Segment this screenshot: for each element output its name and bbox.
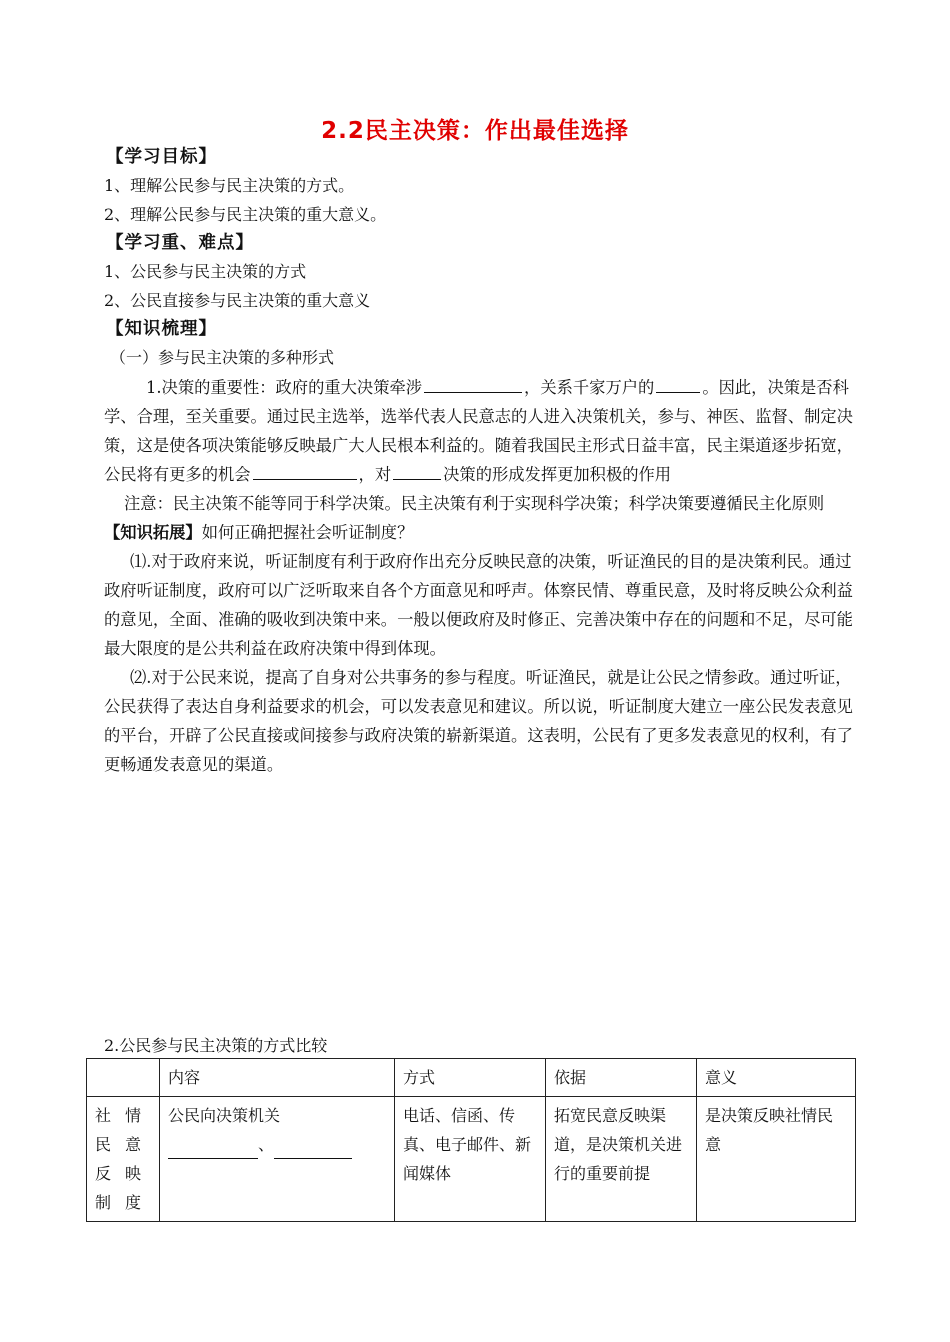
- content-text: 公民向决策机关: [168, 1106, 281, 1125]
- importance-text-e: 决策的形成发挥更加积极的作用: [443, 464, 672, 484]
- row-label-cell: [87, 1097, 160, 1222]
- row-label-line: 反 映: [95, 1164, 141, 1183]
- main-content: [104, 143, 860, 779]
- method-cell: 电话、信函、传真、电子邮件、新闻媒体: [395, 1097, 546, 1222]
- note-paragraph: 注意：民主决策不能等同于科学决策。民主决策有利于实现科学决策；科学决策要遵循民主化原则: [124, 493, 825, 513]
- comparison-table: [86, 1058, 856, 1222]
- knowledge-subheading: （一）参与民主决策的多种形式: [110, 348, 335, 367]
- importance-text-c: 。因此，决策是否科学、合理，至关重要。通过民主选举，选举代表人民意志的人进入决策机关，参与、神医、监督、制定决策，这是使各项决策能够反映最广大人民根本利益的。随着我国民主形式日益丰富，民主渠道逐步拓宽，公民将有更多的机会: [104, 377, 853, 484]
- table-fill-blank-2[interactable]: [274, 1140, 352, 1159]
- meaning-cell: 是决策反映社情民意: [697, 1097, 856, 1222]
- extension-paragraph: [104, 518, 860, 547]
- table-caption: 2.公民参与民主决策的方式比较: [104, 1036, 328, 1055]
- goal-item-1: 1、理解公民参与民主决策的方式。: [104, 176, 355, 195]
- keypoint-item-1: 1、公民参与民主决策的方式: [104, 262, 307, 281]
- table-header-row: [87, 1059, 856, 1097]
- content-blanks: [168, 1130, 386, 1159]
- fill-blank-4[interactable]: [393, 478, 441, 480]
- goal-item-2: 2、理解公民参与民主决策的重大意义。: [104, 204, 387, 224]
- header-cell-blank: [87, 1059, 160, 1097]
- goals-heading: 【学习目标】: [106, 147, 217, 167]
- header-cell-basis: 依据: [546, 1059, 697, 1097]
- header-cell-method: 方式: [395, 1059, 546, 1097]
- fill-blank-2[interactable]: [656, 391, 700, 393]
- importance-text-d: ，对: [358, 464, 392, 484]
- keypoints-heading: 【学习重、难点】: [106, 233, 254, 253]
- extension-question: 如何正确把握社会听证制度？: [201, 522, 414, 542]
- extension-label: 【知识拓展】: [104, 522, 202, 542]
- row-label-line: 制 度: [95, 1193, 141, 1212]
- keypoint-item-2: 2、公民直接参与民主决策的重大意义: [104, 290, 371, 310]
- extension-point-2: ⑵.对于公民来说，提高了自身对公共事务的参与程度。听证渔民，就是让公民之情参政。通过听证，公民获得了表达自身利益要求的机会，可以发表意见和建议。所以说，听证制度大建立一座公民发表意见的平台，开辟了公民直接或间接参与政府决策的崭新渠道。这表明，公民有了更多发表意见的权利，有了更畅通发表意见的渠道。: [104, 667, 853, 774]
- header-cell-meaning: 意义: [697, 1059, 856, 1097]
- table-fill-blank-1[interactable]: [168, 1140, 258, 1159]
- table-row: [87, 1097, 856, 1222]
- importance-paragraph: [104, 373, 860, 489]
- importance-text-b: ，关系千家万户的: [524, 377, 655, 397]
- fill-blank-1[interactable]: [424, 391, 522, 393]
- content-cell: [160, 1097, 395, 1222]
- content-separator: 、: [258, 1135, 275, 1154]
- basis-cell: 拓宽民意反映渠道，是决策机关进行的重要前提: [546, 1097, 697, 1222]
- fill-blank-3[interactable]: [253, 478, 357, 480]
- extension-point-1: ⑴.对于政府来说，听证制度有利于政府作出充分反映民意的决策，听证渔民的目的是决策利民。通过政府听证制度，政府可以广泛听取来自各个方面意见和呼声。体察民情、尊重民意，及时将反映公众利益的意见，全面、准确的吸收到决策中来。一般以便政府及时修正、完善决策中存在的问题和不足，尽可能最大限度的是公共利益在政府决策中得到体现。: [104, 551, 853, 658]
- row-label-line: 民 意: [95, 1135, 141, 1154]
- row-label-line: 社 情: [95, 1106, 141, 1125]
- importance-text-a: 1.决策的重要性：政府的重大决策牵涉: [146, 377, 423, 397]
- header-cell-content: 内容: [160, 1059, 395, 1097]
- knowledge-heading: 【知识梳理】: [106, 319, 217, 339]
- page-title: 2.2民主决策：作出最佳选择: [321, 118, 629, 144]
